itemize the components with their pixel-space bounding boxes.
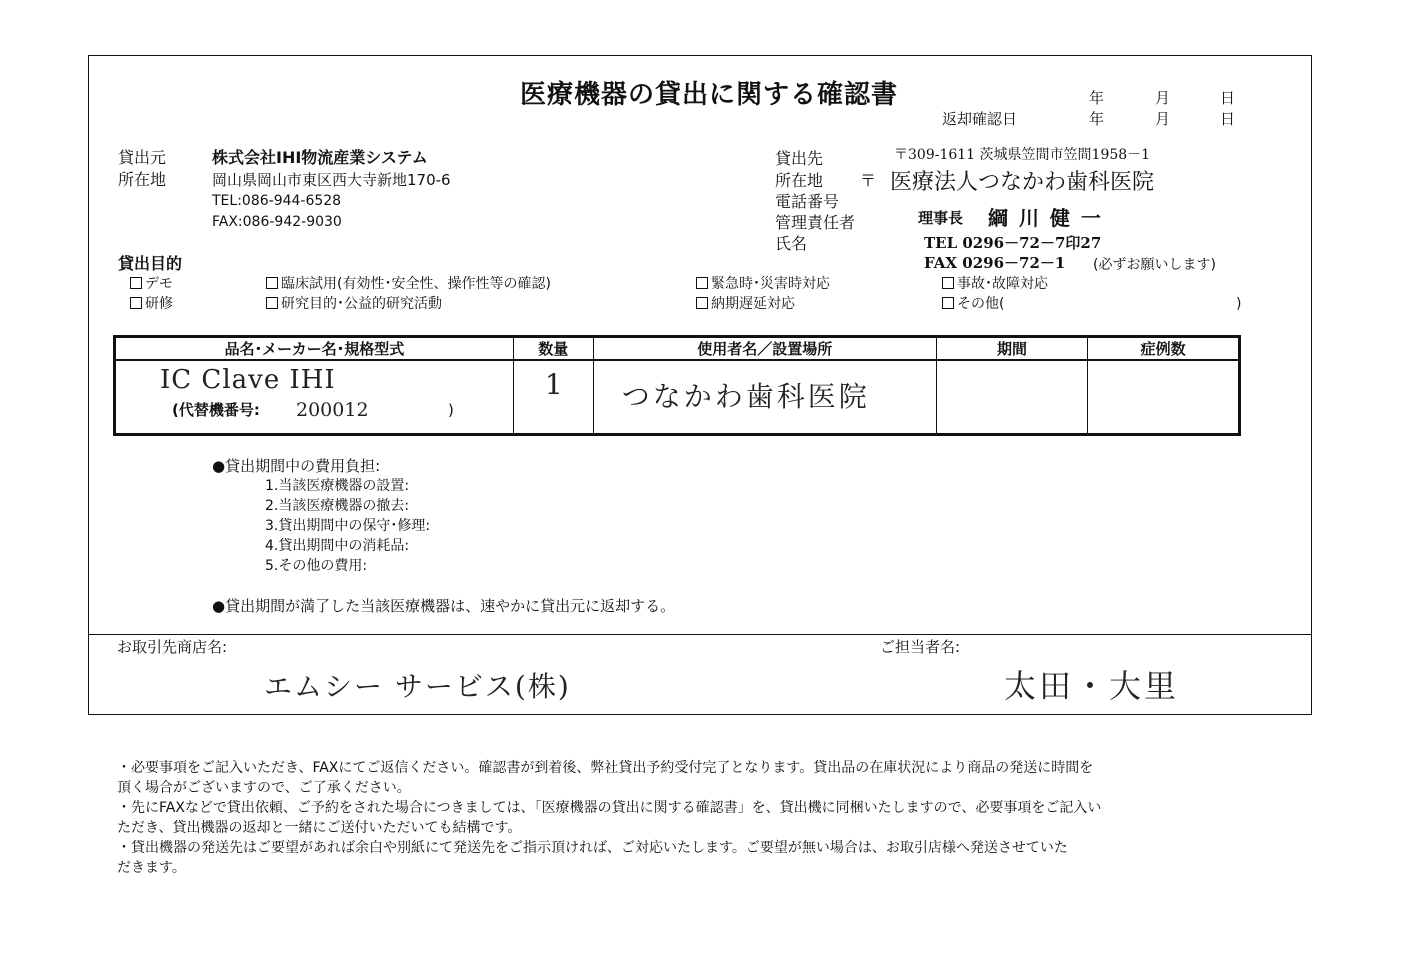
substitute-number: 200012 — [296, 399, 369, 421]
dealer-person-value[interactable]: 太田・大里 — [1004, 667, 1180, 705]
footnote-line-4: ただき、貸出機器の返却と一緒にご送付いただいても結構です。 — [117, 820, 522, 836]
header-period: 期間 — [936, 337, 1088, 361]
cell-quantity[interactable] — [513, 360, 593, 435]
checkbox[interactable] — [266, 297, 278, 309]
checkbox[interactable] — [696, 277, 708, 289]
footnote-line-3: ・先にFAXなどで貸出依頼、ご予約をされた場合につきましては、「医療機器の貸出に関する確認書」を、貸出機に同梱いたしますので、必要事項をご記入い — [117, 800, 1102, 816]
cost-heading: ●貸出期間中の費用負担: — [212, 457, 381, 475]
borrower-name-label: 氏名 — [775, 234, 808, 253]
cell-product[interactable] — [115, 360, 514, 435]
purpose-option-demo[interactable]: デモ — [130, 277, 173, 291]
footnote-line-1: ・必要事項をご記入いただき、FAXにてご返信ください。確認書が到着後、弊社貸出予約受付完了となります。貸出品の在庫状況により商品の発送に時間を — [117, 760, 1094, 776]
purpose-option-training[interactable]: 研修 — [130, 297, 173, 311]
date-day: 日 — [1220, 89, 1236, 107]
substitute-close: ) — [448, 401, 454, 419]
document-title: 医療機器の貸出に関する確認書 — [520, 80, 899, 110]
stamp-director-title: 理事長 — [918, 209, 964, 227]
cost-item-maintenance: 3.貸出期間中の保守･修理: — [265, 518, 431, 534]
stamp-tel: TEL 0296－72－7印27 — [924, 234, 1102, 252]
checkbox[interactable] — [130, 277, 142, 289]
stamp-fax: FAX 0296－72－1 — [924, 254, 1066, 272]
lender-fax: FAX:086-942-9030 — [212, 214, 342, 230]
return-notice: ●貸出期間が満了した当該医療機器は、速やかに貸出元に返却する。 — [212, 597, 676, 615]
checkbox[interactable] — [130, 297, 142, 309]
cost-item-removal: 2.当該医療機器の撤去: — [265, 498, 410, 514]
substitute-label: (代替機番号: — [172, 401, 260, 419]
date-month: 月 — [1155, 89, 1171, 107]
borrower-address-label: 所在地 — [775, 171, 824, 190]
checkbox[interactable] — [942, 277, 954, 289]
return-date-label: 返却確認日 — [942, 110, 1018, 128]
checkbox[interactable] — [266, 277, 278, 289]
borrower-phone-label: 電話番号 — [775, 192, 840, 211]
table-row — [115, 360, 1240, 435]
cost-item-consumables: 4.貸出期間中の消耗品: — [265, 538, 410, 554]
purpose-option-delivery-delay[interactable]: 納期遅延対応 — [696, 297, 795, 311]
dealer-shop-label: お取引先商店名: — [117, 638, 228, 656]
product-name: IC Clave IHI — [160, 365, 336, 395]
lender-company: 株式会社IHI物流産業システム — [212, 148, 428, 167]
return-month: 月 — [1155, 110, 1171, 128]
cell-period[interactable] — [936, 360, 1088, 435]
purpose-option-research[interactable]: 研究目的･公益的研究活動 — [266, 297, 442, 311]
purpose-option-accident[interactable]: 事故･故障対応 — [942, 277, 1048, 291]
borrower-manager-label: 管理責任者 — [775, 213, 856, 232]
items-table — [113, 335, 1241, 436]
stamp-organization: 医療法人つなかわ歯科医院 — [890, 170, 1155, 195]
user-location-value: つなかわ歯科医院 — [621, 380, 870, 413]
lender-address-label: 所在地 — [118, 170, 167, 189]
purpose-option-other[interactable]: その他( — [942, 297, 1004, 311]
checkbox[interactable] — [942, 297, 954, 309]
stamp-postal: 〒309-1611 茨城県笠間市笠間1958－1 — [894, 147, 1151, 163]
stamp-director-name: 綱 川 健 一 — [988, 206, 1103, 230]
footnote-line-6: だきます。 — [117, 860, 186, 876]
dealer-person-label: ご担当者名: — [880, 638, 961, 656]
table-header-row — [115, 337, 1240, 361]
dealer-divider — [88, 634, 1312, 635]
return-year: 年 — [1089, 110, 1105, 128]
header-product: 品名･メーカー名･規格型式 — [115, 337, 514, 361]
purpose-option-clinical-trial[interactable]: 臨床試用(有効性･安全性、操作性等の確認) — [266, 277, 551, 291]
return-day: 日 — [1220, 110, 1236, 128]
cost-item-install: 1.当該医療機器の設置: — [265, 478, 410, 494]
date-year: 年 — [1089, 89, 1105, 107]
purpose-option-emergency[interactable]: 緊急時･災害時対応 — [696, 277, 830, 291]
purpose-other-close: ) — [1236, 296, 1242, 312]
checkbox[interactable] — [696, 297, 708, 309]
footnote-line-5: ・貸出機器の発送先はご要望があれば余白や別紙にて発送先をご指示頂ければ、ご対応いたします。ご要望が無い場合は、お取引店様へ発送させていた — [117, 840, 1068, 856]
postal-mark: 〒 — [860, 171, 877, 190]
header-cases: 症例数 — [1088, 337, 1240, 361]
lender-label: 貸出元 — [118, 148, 167, 167]
borrower-label: 貸出先 — [775, 149, 824, 168]
cell-cases[interactable] — [1088, 360, 1240, 435]
quantity-value: 1 — [544, 368, 563, 401]
footnote-line-2: 頂く場合がございますので、ご了承ください。 — [117, 780, 411, 796]
fax-required-note: (必ずお願いします) — [1093, 257, 1216, 273]
header-quantity: 数量 — [513, 337, 593, 361]
purpose-label: 貸出目的 — [118, 254, 183, 273]
dealer-shop-value[interactable]: エムシー サービス(株) — [264, 670, 571, 703]
header-user-location: 使用者名／設置場所 — [593, 337, 936, 361]
cost-item-other: 5.その他の費用: — [265, 558, 368, 574]
lender-address: 岡山県岡山市東区西大寺新地170-6 — [212, 171, 451, 189]
lender-tel: TEL:086-944-6528 — [212, 193, 342, 209]
cell-user-location[interactable] — [593, 360, 936, 435]
